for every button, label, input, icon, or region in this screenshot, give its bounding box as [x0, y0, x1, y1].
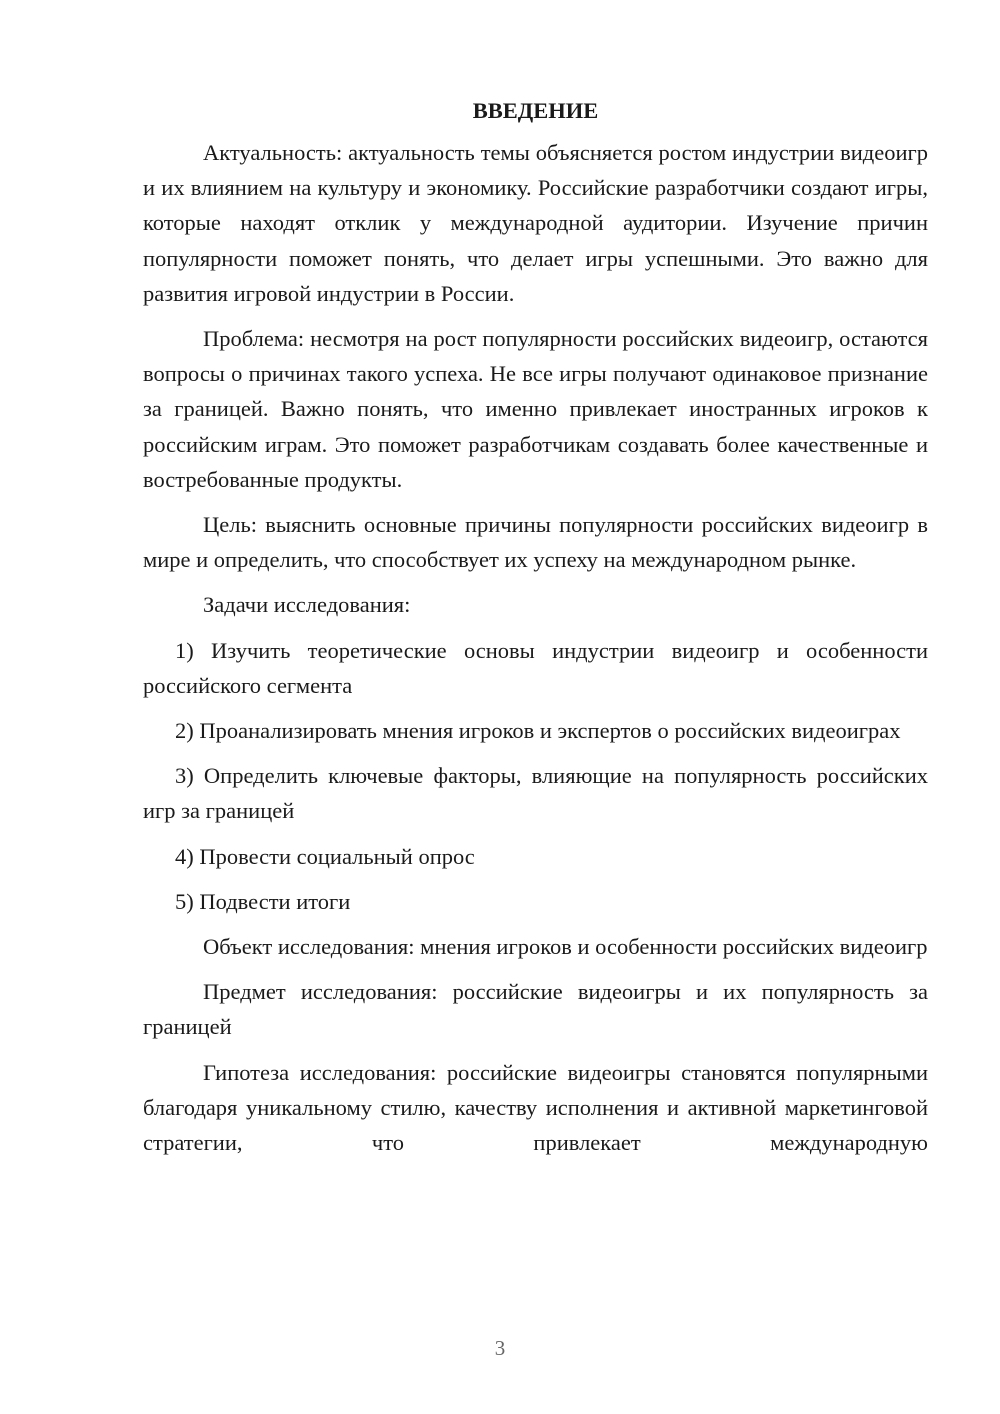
paragraph-subject: Предмет исследования: российские видеоигры и их популярность за границей [143, 979, 928, 1040]
task-item-1: 1) Изучить теоретические основы индустрии видеоигр и особенности российского сегмента [143, 637, 928, 698]
page-content [143, 96, 928, 1170]
paragraph-hypothesis: Гипотеза исследования: российские видеоигры становятся популярными благодаря уникальному стилю, качеству исполнения и активной маркетинговой стратегии, что привлекает международную [143, 1059, 928, 1156]
paragraph-relevance: Актуальность: актуальность темы объясняется ростом индустрии видеоигр и их влиянием на культуру и экономику. Российские разработчики создают игры, которые находят отклик у международной аудитории. Изучение причин популярности поможет понять, что делает игры успешными. Это важно для развития игровой индустрии в России. [143, 140, 928, 306]
task-item-3: 3) Определить ключевые факторы, влияющие на популярность российских игр за границей [143, 763, 928, 824]
task-item-2: 2) Проанализировать мнения игроков и экспертов о российских видеоиграх [175, 718, 901, 744]
page-title: ВВЕДЕНИЕ [472, 98, 599, 123]
paragraph-object: Объект исследования: мнения игроков и особенности российских видеоигр [203, 934, 928, 960]
task-item-5: 5) Подвести итоги [175, 888, 351, 914]
page-number: 3 [494, 1336, 506, 1360]
paragraph-goal: Цель: выяснить основные причины популярности российских видеоигр в мире и определить, что способствует их успеху на международном рынке. [143, 512, 928, 573]
task-item-4: 4) Провести социальный опрос [175, 843, 475, 869]
paragraph-tasks-heading: Задачи исследования: [203, 592, 411, 618]
paragraph-problem: Проблема: несмотря на рост популярности российских видеоигр, остаются вопросы о причинах такого успеха. Не все игры получают одинаковое признание за границей. Важно понять, что именно привлекает иностранных игроков к российским играм. Это поможет разработчикам создавать более качественные и востребованные продукты. [143, 326, 928, 492]
